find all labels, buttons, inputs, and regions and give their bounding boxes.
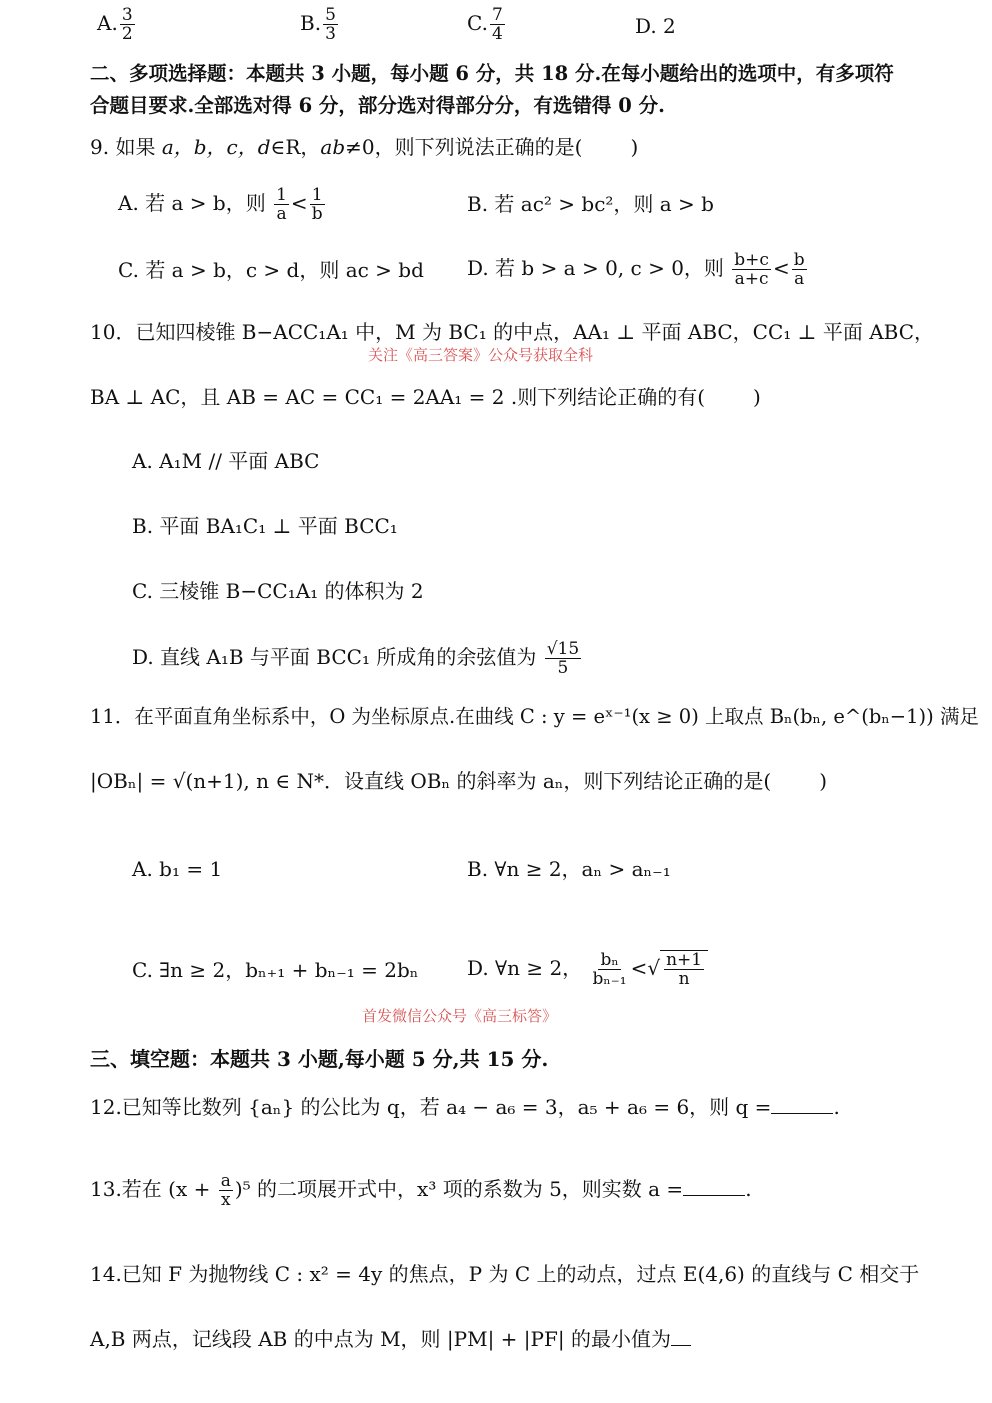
q8-a-fraction: $\frac{3}{2}$	[121, 5, 133, 44]
q11-stem-line1: 11．在平面直角坐标系中，O 为坐标原点.在曲线 C : y = eˣ⁻¹(x ≥ 0) 上取点 Bₙ(bₙ, e^(bₙ−1)) 满足	[90, 705, 979, 728]
q9-a-frac2: $\frac{1}{b}$	[311, 185, 323, 224]
q9-option-d: D. 若 b > a > 0, c > 0，则 $\frac{b+c}{a+c}$ < $\frac{b}{a}$	[467, 250, 805, 289]
q8-c-fraction: $\frac{7}{4}$	[491, 5, 503, 44]
q8-option-a: A. $\frac{3}{2}$	[97, 5, 133, 44]
q12-stem: 12.已知等比数列 {aₙ} 的公比为 q，若 a₄ − a₆ = 3，a₅ + a₆ = 6，则 q = .	[90, 1095, 840, 1119]
q11-stem-line2: |OBₙ| = √(n+1), n ∈ N*．设直线 OBₙ 的斜率为 aₙ，则下列结论正确的是( )	[90, 769, 828, 793]
q8-option-c: C. $\frac{7}{4}$	[467, 5, 503, 44]
q10-stem-line2: BA ⊥ AC，且 AB = AC = CC₁ = 2AA₁ = 2 .则下列结论正确的有( )	[90, 385, 761, 409]
q12-answer-blank[interactable]	[771, 1095, 833, 1114]
section2-line1: 二、多项选择题：本题共 3 小题，每小题 6 分，共 18 分.在每小题给出的选项中，有多项符	[90, 62, 894, 85]
q9-d-frac2: $\frac{b}{a}$	[793, 250, 805, 289]
q13-answer-blank[interactable]	[683, 1177, 745, 1196]
q10-option-b: B. 平面 BA₁C₁ ⊥ 平面 BCC₁	[132, 514, 398, 538]
q9-a-frac1: $\frac{1}{a}$	[276, 185, 287, 224]
section3-heading: 三、填空题：本题共 3 小题,每小题 5 分,共 15 分.	[90, 1047, 549, 1071]
q9-option-c: C. 若 a > b，c > d，则 ac > bd	[118, 258, 424, 282]
section2-line2: 合题目要求.全部选对得 6 分，部分选对得部分分，有选错得 0 分.	[90, 94, 665, 117]
q9-d-frac1: $\frac{b+c}{a+c}$	[734, 250, 769, 289]
q8-b-fraction: $\frac{5}{3}$	[325, 5, 336, 44]
q11-option-c: C. ∃n ≥ 2，bₙ₊₁ + bₙ₋₁ = 2bₙ	[132, 958, 419, 982]
q9-option-a: A. 若 a > b，则 $\frac{1}{a}$ < $\frac{1}{b}$	[118, 185, 323, 224]
q9-stem: 9. 如果 a，b，c，d∈R，ab≠0，则下列说法正确的是( )	[90, 135, 639, 159]
q14-stem-line1: 14.已知 F 为抛物线 C : x² = 4y 的焦点，P 为 C 上的动点，过点 E(4,6) 的直线与 C 相交于	[90, 1262, 920, 1286]
q8-option-d: D. 2	[635, 14, 676, 38]
q11-option-a: A. b₁ = 1	[132, 857, 223, 881]
q13-stem: 13.若在 (x + $\frac{a}{x}$ )⁵ 的二项展开式中，x³ 项的系数为 5，则实数 a = .	[90, 1171, 752, 1210]
watermark-bottom: 首发微信公众号《高三标答》	[362, 1007, 558, 1025]
q10-option-a: A. A₁M // 平面 ABC	[132, 449, 320, 473]
q8-option-b: B. $\frac{5}{3}$	[300, 5, 336, 44]
watermark-top: 关注《高三答案》公众号获取全科	[368, 346, 594, 364]
q10-option-c: C. 三棱锥 B−CC₁A₁ 的体积为 2	[132, 579, 424, 603]
q10-d-fraction: $\frac{√15}{5}$	[546, 639, 580, 678]
q10-option-d: D. 直线 A₁B 与平面 BCC₁ 所成角的余弦值为 $\frac{√15}{5}$	[132, 639, 580, 678]
q11-d-sqrt: $\frac{n+1}{n}$	[660, 950, 708, 988]
q11-d-fraction: $\frac{\text{bₙ}}{\text{bₙ₋₁}}$	[592, 950, 627, 989]
q9-option-b: B. 若 ac² > bc²，则 a > b	[467, 192, 714, 216]
q11-option-d: D. ∀n ≥ 2， $\frac{\text{bₙ}}{\text{bₙ₋₁}}$ <√ $\frac{n+1}{n}$	[467, 950, 708, 988]
q13-fraction: $\frac{a}{x}$	[220, 1171, 231, 1210]
q14-answer-blank[interactable]	[671, 1327, 691, 1346]
q10-stem-line1: 10．已知四棱锥 B−ACC₁A₁ 中，M 为 BC₁ 的中点，AA₁ ⊥ 平面 ABC，CC₁ ⊥ 平面 ABC，	[90, 320, 935, 344]
q11-option-b: B. ∀n ≥ 2，aₙ > aₙ₋₁	[467, 857, 671, 881]
q14-stem-line2: A,B 两点，记线段 AB 的中点为 M，则 |PM| + |PF| 的最小值为	[90, 1325, 691, 1353]
